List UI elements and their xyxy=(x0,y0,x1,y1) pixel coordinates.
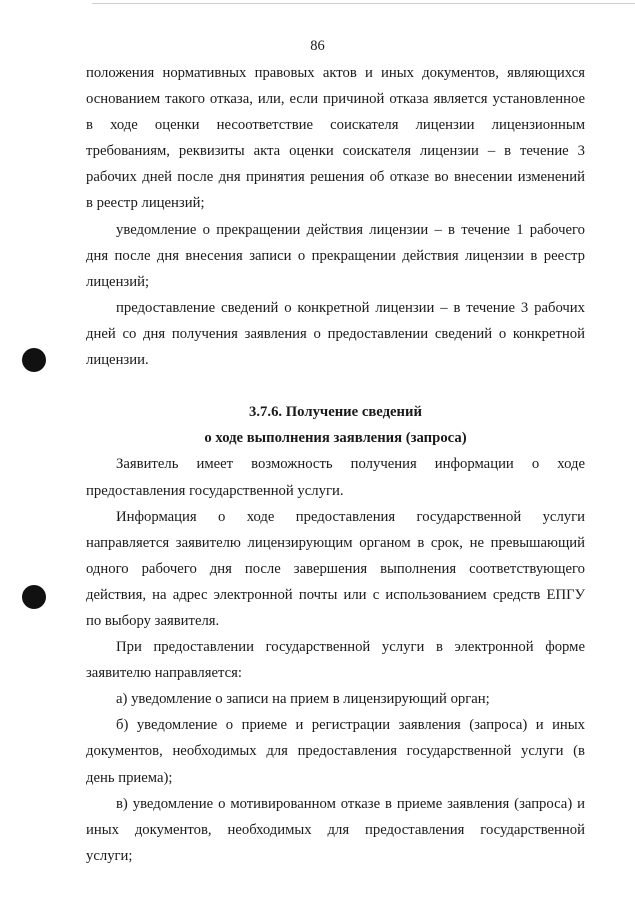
text-line: дня после дня внесения записи о прекращении действия лицензии в реестр xyxy=(86,247,585,264)
text-line: лицензий; xyxy=(86,273,150,290)
page-number: 86 xyxy=(310,38,325,54)
text-line: по выбору заявителя. xyxy=(86,612,220,629)
punch-hole-mark xyxy=(22,585,46,609)
text-line: в ходе оценки несоответствие соискателя лицензии лицензионным xyxy=(86,117,585,134)
text-line: Заявитель имеет возможность получения информации о ходе xyxy=(116,456,585,473)
text-line: При предоставлении государственной услуги в электронной форме xyxy=(116,639,585,656)
text-line: услуги; xyxy=(86,847,133,864)
text-line: уведомление о прекращении действия лицензии – в течение 1 рабочего xyxy=(116,221,585,238)
text-line: основанием такого отказа, или, если причиной отказа является установленное xyxy=(86,91,585,108)
text-line: требованиям, реквизиты акта оценки соискателя лицензии – в течение 3 xyxy=(86,143,585,160)
text-line: в реестр лицензий; xyxy=(86,195,205,212)
text-line: дней со дня получения заявления о предоставлении сведений о конкретной xyxy=(86,325,585,342)
list-item-c: в) уведомление о мотивированном отказе в приеме заявления (запроса) и xyxy=(116,795,585,812)
list-item-b: б) уведомление о приеме и регистрации заявления (запроса) и иных xyxy=(116,717,585,734)
punch-hole-mark xyxy=(22,348,46,372)
section-heading-line-2: о ходе выполнения заявления (запроса) xyxy=(204,430,467,447)
text-line: положения нормативных правовых актов и иных документов, являющихся xyxy=(86,65,585,81)
text-line: направляется заявителю лицензирующим органом в срок, не превышающий xyxy=(86,534,585,551)
text-line: день приема); xyxy=(86,769,173,786)
list-item-a: а) уведомление о записи на прием в лицензирующий орган; xyxy=(116,691,490,708)
text-line: иных документов, необходимых для предоставления государственной xyxy=(86,821,585,838)
text-line: лицензии. xyxy=(86,352,149,369)
text-line: заявителю направляется: xyxy=(86,665,242,682)
text-line: одного рабочего дня после завершения выполнения соответствующего xyxy=(86,560,585,577)
text-line: рабочих дней после дня принятия решения об отказе во внесении изменений xyxy=(86,169,585,186)
text-line: предоставление сведений о конкретной лицензии – в течение 3 рабочих xyxy=(116,299,585,316)
text-line: документов, необходимых для предоставления государственной услуги (в xyxy=(86,743,585,760)
text-line: действия, на адрес электронной почты или с использованием средств ЕПГУ xyxy=(86,586,585,603)
page-top-edge xyxy=(92,3,635,4)
text-line: Информация о ходе предоставления государственной услуги xyxy=(116,508,585,525)
blank-line xyxy=(86,373,585,399)
document-body xyxy=(86,60,585,869)
text-line: предоставления государственной услуги. xyxy=(86,482,344,499)
section-heading-line-1: 3.7.6. Получение сведений xyxy=(249,404,422,421)
